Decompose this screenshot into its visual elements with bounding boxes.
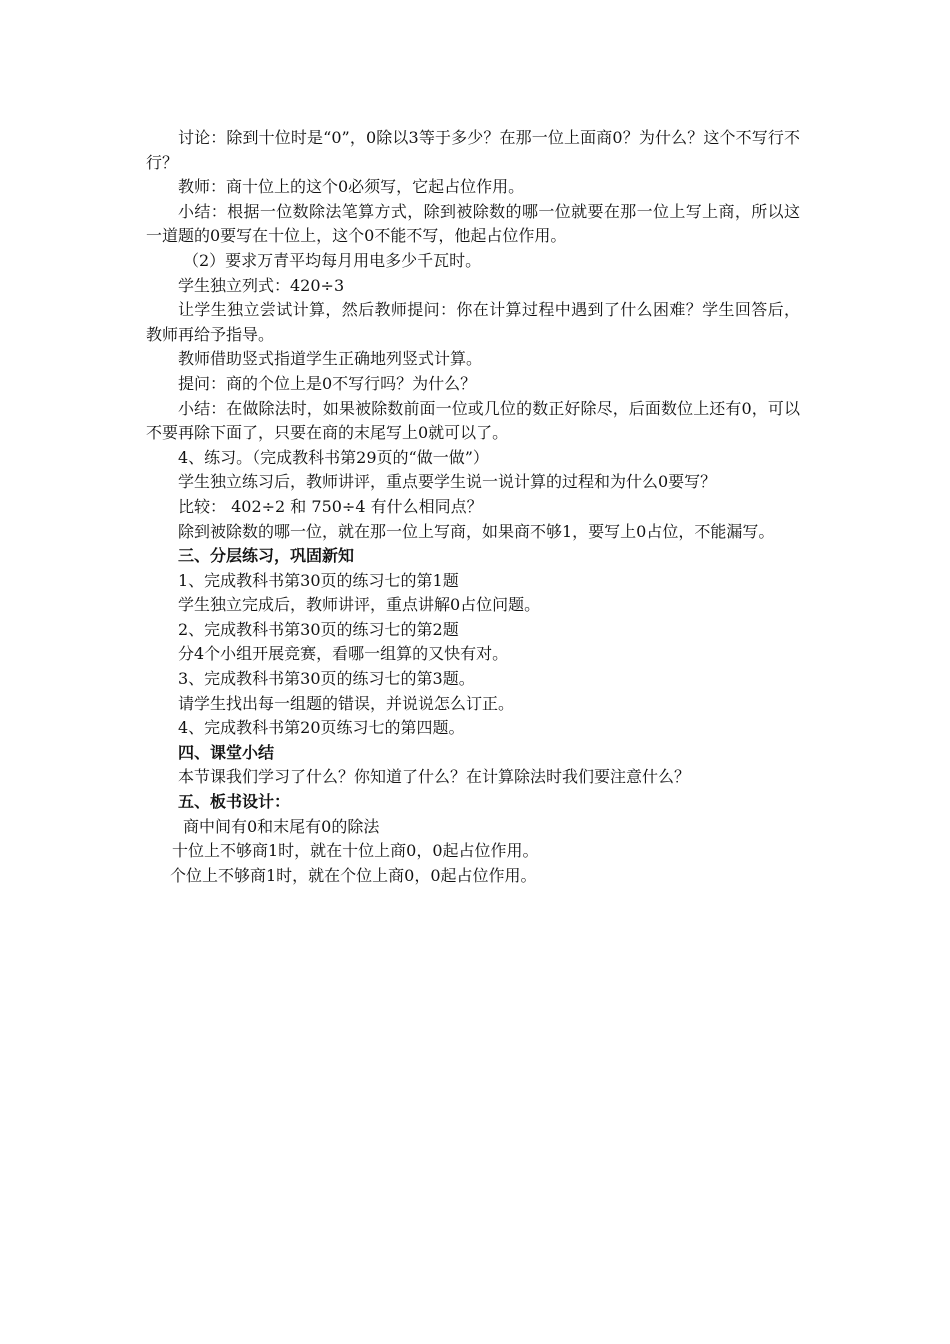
rule-paragraph: 除到被除数的哪一位，就在那一位上写商，如果商不够1，要写上0占位，不能漏写。 <box>178 521 775 541</box>
document-page <box>146 126 800 888</box>
student-practice-paragraph: 学生独立练习后，教师讲评，重点要学生说一说计算的过程和为什么0要写？ <box>178 472 717 492</box>
question-paragraph: 提问：商的个位上是0不写行吗？为什么？ <box>178 373 477 393</box>
teacher-paragraph: 教师：商十位上的这个0必须写，它起占位作用。 <box>178 177 525 197</box>
task-3-detail-paragraph: 请学生找出每一组题的错误，并说说怎么订正。 <box>178 693 515 713</box>
task-3-paragraph: 3、完成教科书第30页的练习七的第3题。 <box>178 669 475 689</box>
task-2-detail-paragraph: 分4个小组开展竞赛，看哪一组算的又快有对。 <box>178 644 509 664</box>
task-1-paragraph: 1、完成教科书第30页的练习七的第1题 <box>178 570 459 590</box>
summary-2-paragraph: 小结：在做除法时，如果被除数前面一位或几位的数正好除尽，后面数位上还有0，可以不要再除下面了，只要在商的末尾写上0就可以了。 <box>146 398 800 443</box>
question-2-paragraph: （2）要求万青平均每月用电多少千瓦时。 <box>183 250 482 270</box>
try-calculation-paragraph: 让学生独立尝试计算，然后教师提问：你在计算过程中遇到了什么困难？学生回答后，教师再给予指导。 <box>146 300 800 344</box>
task-4-paragraph: 4、完成教科书第20页练习七的第四题。 <box>178 718 465 738</box>
board-title: 商中间有0和末尾有0的除法 <box>183 816 380 836</box>
discussion-paragraph: 讨论：除到十位时是“0”，0除以3等于多少？在那一位上面商0？为什么？这个不写行不行？ <box>146 128 800 172</box>
class-summary-paragraph: 本节课我们学习了什么？你知道了什么？在计算除法时我们要注意什么？ <box>178 767 691 787</box>
board-line-1: 十位上不够商1时，就在十位上商0，0起占位作用。 <box>172 841 539 861</box>
student-formula-paragraph: 学生独立列式：420÷3 <box>178 275 345 295</box>
compare-paragraph: 比较： 402÷2 和 750÷4 有什么相同点？ <box>178 496 483 516</box>
task-1-detail-paragraph: 学生独立完成后，教师讲评，重点讲解0占位问题。 <box>178 595 541 615</box>
section-5-heading: 五、板书设计： <box>178 792 291 812</box>
exercise-4-paragraph: 4、练习。（完成教科书第29页的“做一做”） <box>178 447 489 467</box>
summary-paragraph: 小结：根据一位数除法笔算方式，除到被除数的哪一位就要在那一位上写上商，所以这一道题的0要写在十位上，这个0不能不写，他起占位作用。 <box>146 201 800 246</box>
section-3-heading: 三、分层练习，巩固新知 <box>178 546 355 566</box>
vertical-calc-paragraph: 教师借助竖式指道学生正确地列竖式计算。 <box>178 349 483 369</box>
section-4-heading: 四、课堂小结 <box>178 742 275 762</box>
task-2-paragraph: 2、完成教科书第30页的练习七的第2题 <box>178 619 459 639</box>
board-line-2: 个位上不够商1时，就在个位上商0，0起占位作用。 <box>170 865 537 885</box>
